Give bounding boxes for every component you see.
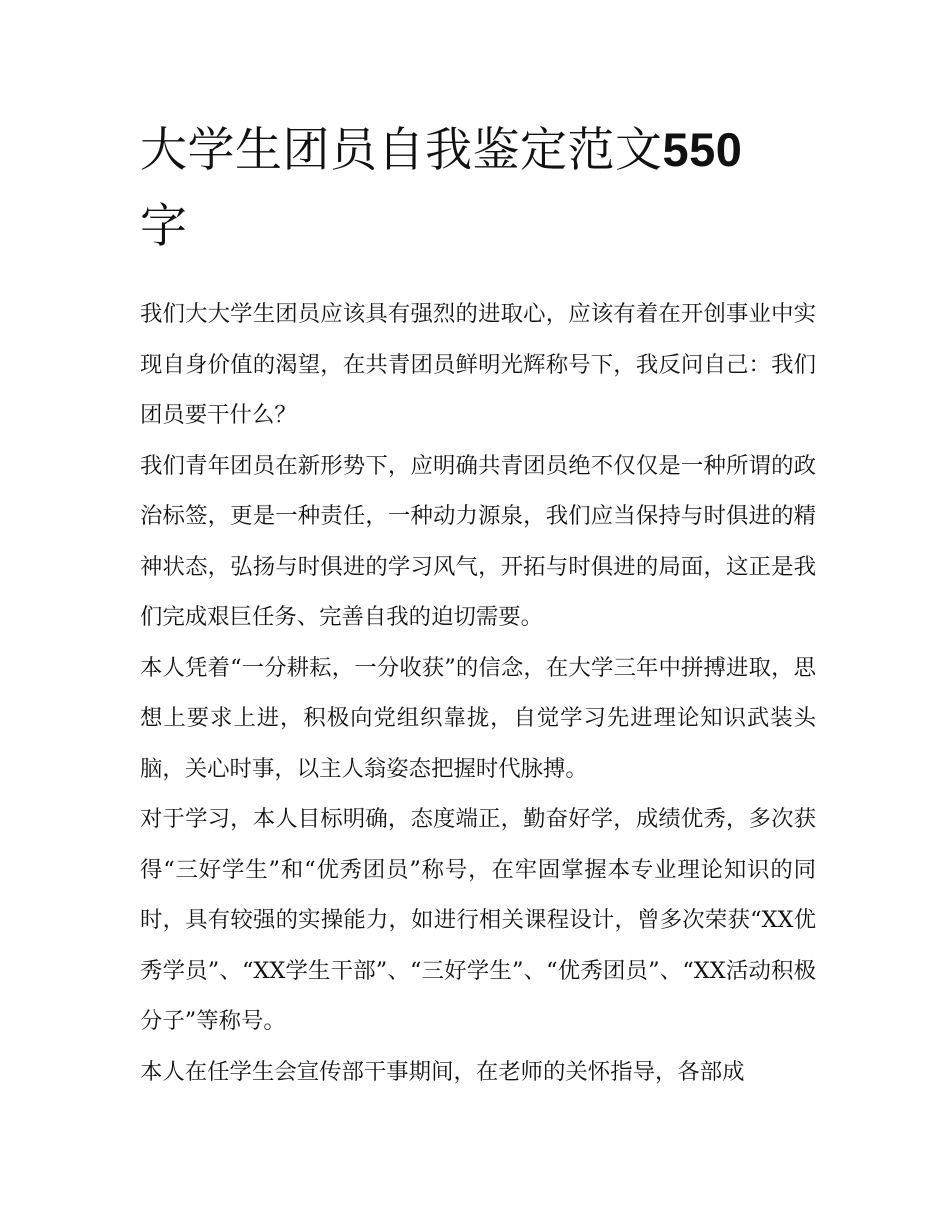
- title-suffix: 字: [140, 199, 188, 254]
- paragraph-1: 我们大大学生团员应该具有强烈的进取心，应该有着在开创事业中实现自身价值的渴望，在共青团员鲜明光辉称号下，我反问自己：我们团员要干什么？: [140, 301, 816, 428]
- paragraph-3: 本人凭着“一分耕耘，一分收获”的信念，在大学三年中拼搏进取，思想上要求上进，积极向党组织靠拢，自觉学习先进理论知识武装头脑，关心时事，以主人翁姿态把握时代脉搏。: [140, 654, 816, 782]
- paragraph-5: 本人在任学生会宣传部干事期间，在老师的关怀指导，各部成: [140, 1058, 745, 1085]
- document-page: [140, 112, 816, 1097]
- title-number: 550: [662, 123, 743, 176]
- title-main: 大学生团员自我鉴定范文: [140, 123, 663, 178]
- paragraph-4: 对于学习，本人目标明确，态度端正，勤奋好学，成绩优秀，多次获得“三好学生”和“优秀团员”称号，在牢固掌握本专业理论知识的同时，具有较强的实操能力，如进行相关课程设计，曾多次荣获“XX优秀学员”、“XX学生干部”、“三好学生”、“优秀团员”、“XX活动积极分子”等称号。: [140, 806, 816, 1034]
- paragraph-2: 我们青年团员在新形势下，应明确共青团员绝不仅仅是一种所谓的政治标签，更是一种责任，一种动力源泉，我们应当保持与时俱进的精神状态，弘扬与时俱进的学习风气，开拓与时俱进的局面，这正是我们完成艰巨任务、完善自我的迫切需要。: [140, 452, 816, 630]
- document-title: [140, 112, 816, 265]
